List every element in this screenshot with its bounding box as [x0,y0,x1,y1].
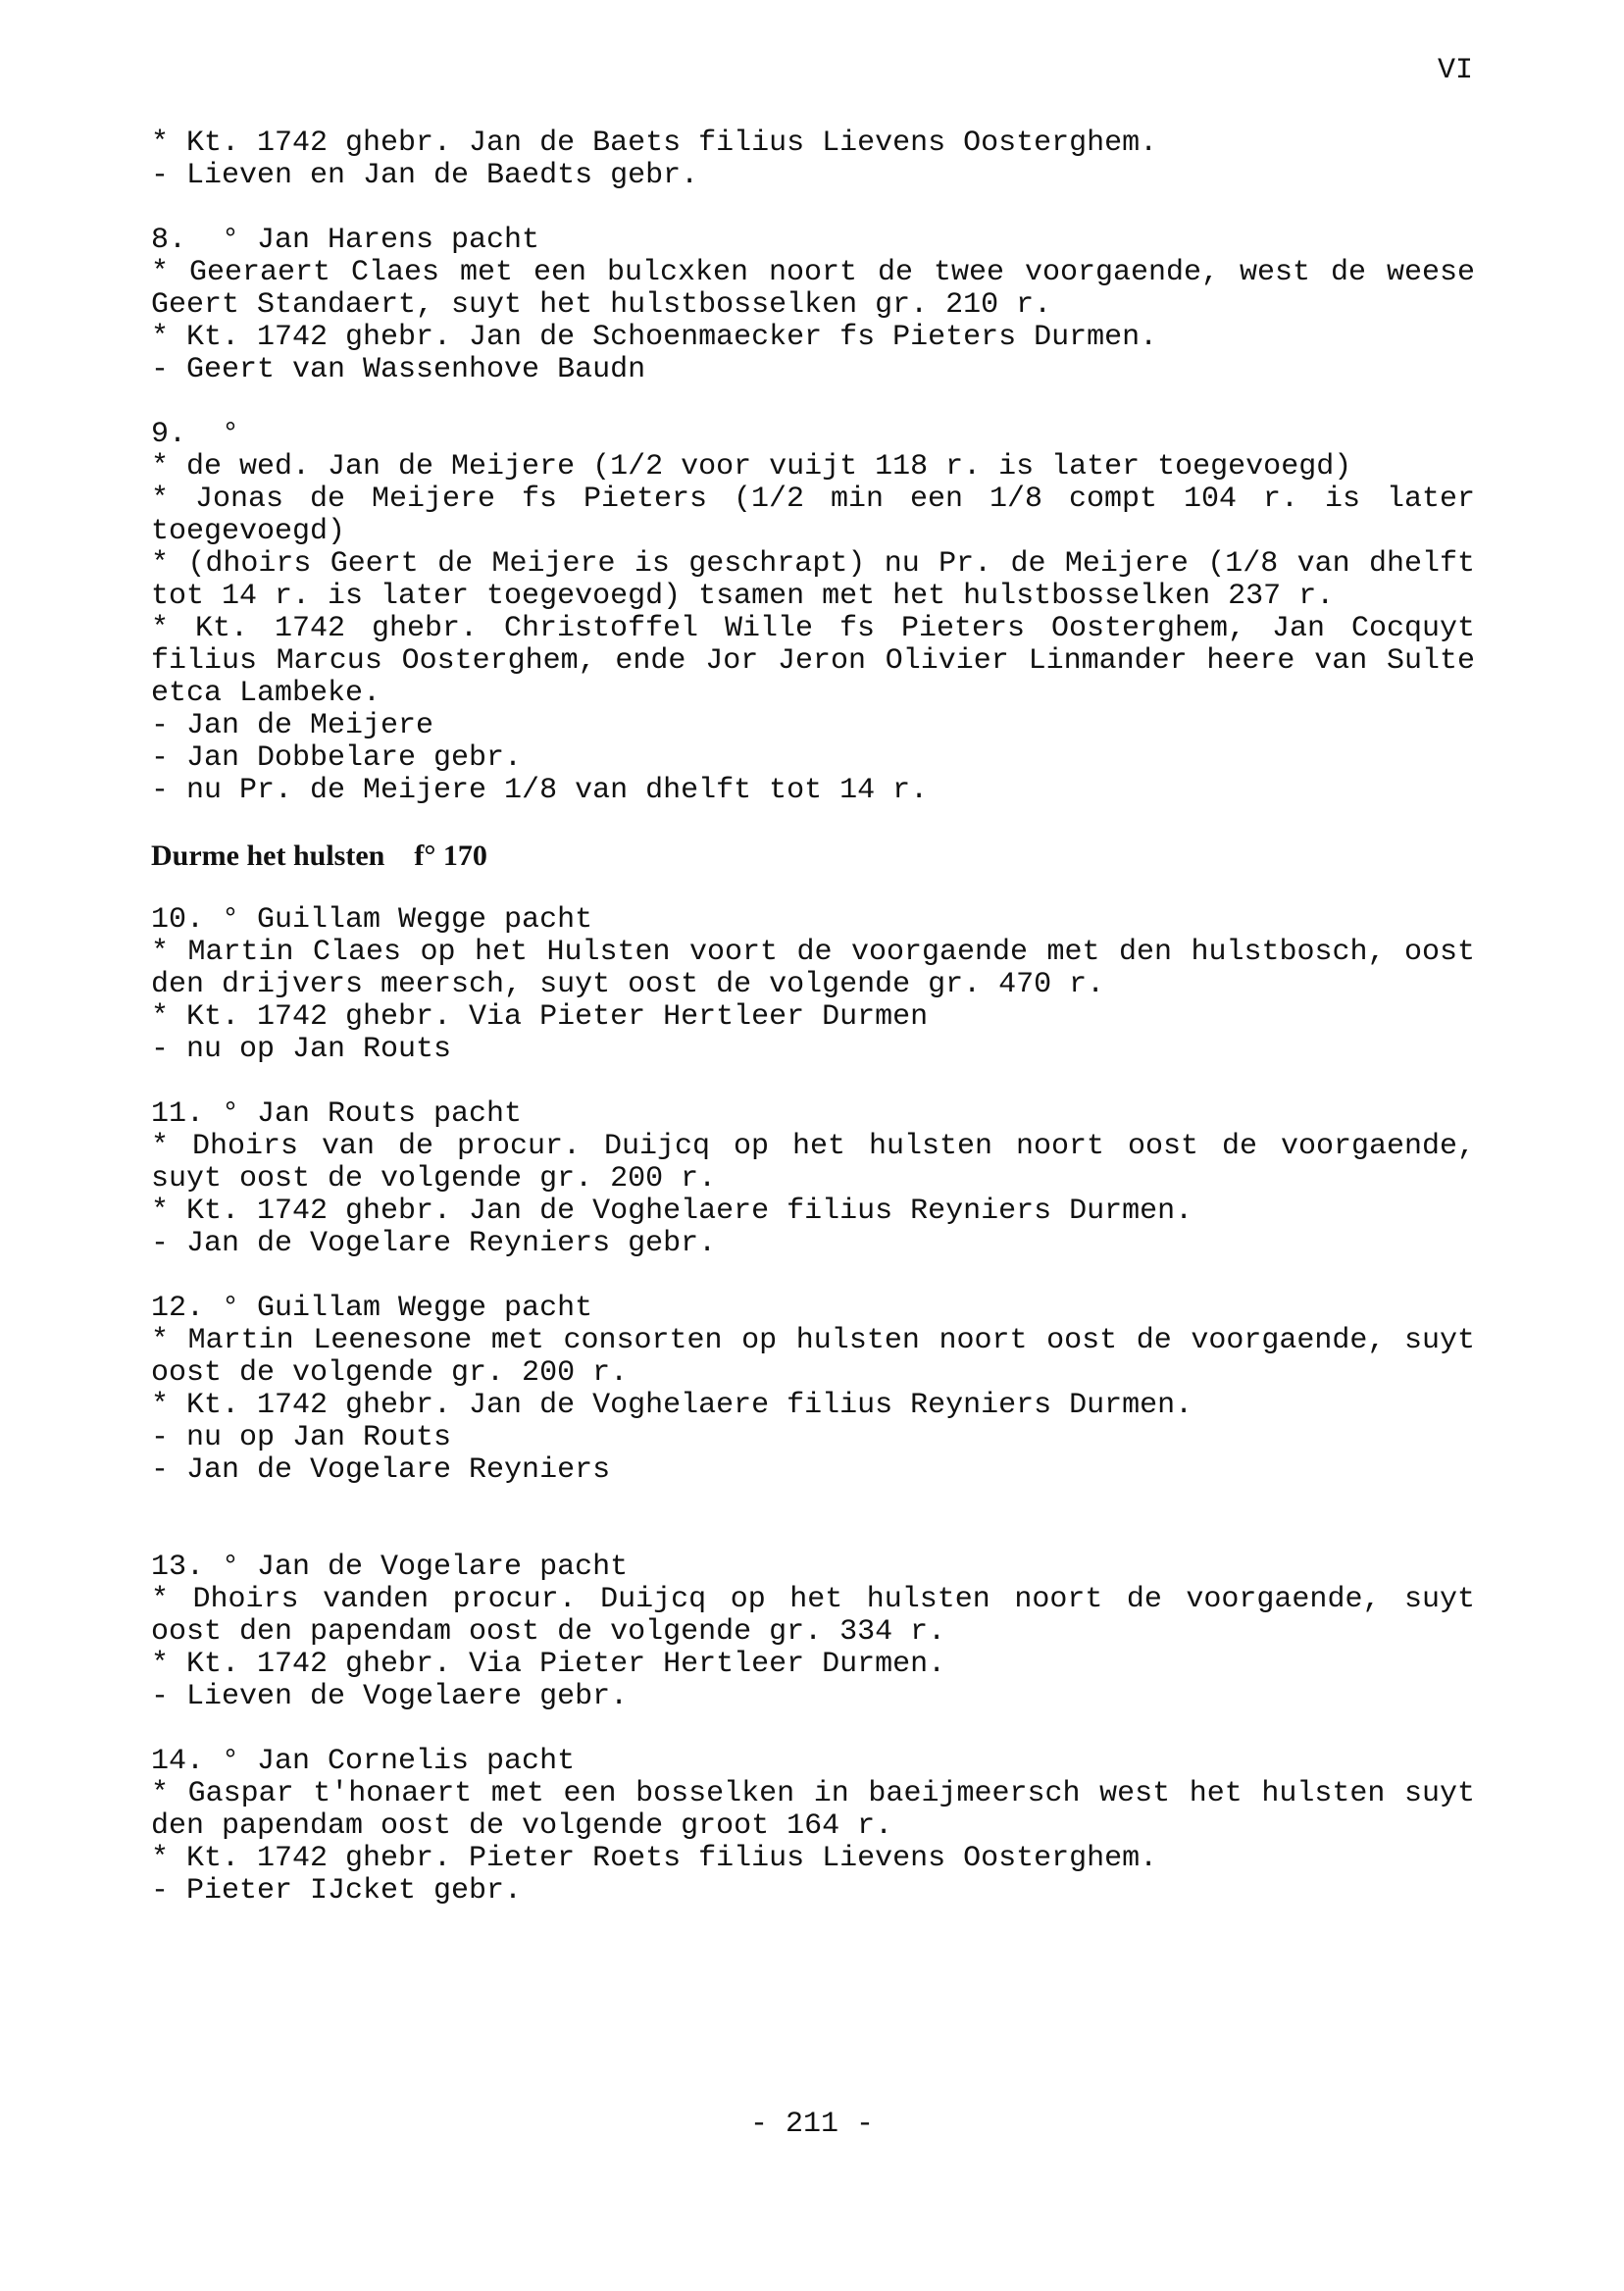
page-number: - 211 - [749,2108,875,2141]
record-line: * Kt. 1742 ghebr. Christoffel Wille fs Pieters Oosterghem, Jan Cocquyt filius Marcus Oosterghem, ende Jor Jeron Olivier Linmander heere van Sulte etca Lambeke. [151,612,1494,710]
record-line: - nu op Jan Routs [151,1421,452,1454]
record-line: * Martin Leenesone met consorten op hulsten noort oost de voorgaende, suyt oost de volgende gr. 200 r. [151,1324,1494,1390]
record-line: - Lieven de Vogelaere gebr. [151,1680,629,1713]
record-line: * Dhoirs van de procur. Duijcq op het hulsten noort oost de voorgaende, suyt oost de volgende gr. 200 r. [151,1130,1494,1196]
record-line: * Kt. 1742 ghebr. Via Pieter Hertleer Durmen [151,1000,929,1034]
record-line: 14. ° Jan Cornelis pacht [151,1745,576,1778]
record-line: 10. ° Guillam Wegge pacht [151,903,593,937]
record-entry [151,903,1494,1066]
record-entry [151,224,1494,386]
record-line: - Lieven en Jan de Baedts gebr. [151,159,699,192]
record-line: * Kt. 1742 ghebr. Jan de Voghelaere filius Reyniers Durmen. [151,1195,1193,1228]
record-line: - Pieter IJcket gebr. [151,1874,523,1908]
record-line: - nu Pr. de Meijere 1/8 van dhelft tot 14 r. [151,774,929,807]
record-line: - Jan de Vogelare Reyniers gebr. [151,1227,717,1260]
section-heading [151,840,1475,872]
record-line: * Kt. 1742 ghebr. Pieter Roets filius Lievens Oosterghem. [151,1842,1158,1875]
record-line: * Kt. 1742 ghebr. Jan de Baets filius Lievens Oosterghem. [151,127,1158,160]
record-entry [151,1292,1494,1487]
record-line: * (dhoirs Geert de Meijere is geschrapt) nu Pr. de Meijere (1/8 van dhelft tot 14 r. is later toegevoegd) tsamen met het hulstbosselken 237 r. [151,547,1494,613]
record-line: - Jan de Meijere [151,709,434,742]
record-line: * Dhoirs vanden procur. Duijcq op het hulsten noort de voorgaende, suyt oost den papendam oost de volgende gr. 334 r. [151,1583,1494,1649]
record-line: 9. ° [151,418,240,451]
record-line: * Geeraert Claes met een bulcxken noort de twee voorgaende, west de weese Geert Standaert, suyt het hulstbosselken gr. 210 r. [151,256,1494,322]
record-entry [151,127,1475,192]
page-roman-numeral: VI [1437,54,1473,87]
record-line: * Jonas de Meijere fs Pieters (1/2 min een 1/8 compt 104 r. is later toegevoegd) [151,483,1494,548]
record-line: - Jan Dobbelare gebr. [151,741,523,775]
record-entry [151,418,1494,807]
document-body [151,127,1494,1940]
record-line: 13. ° Jan de Vogelare pacht [151,1551,629,1584]
record-entry [151,1097,1494,1260]
record-line: * Gaspar t'honaert met een bosselken in baeijmeersch west het hulsten suyt den papendam oost de volgende groot 164 r. [151,1777,1494,1843]
record-line: * Martin Claes op het Hulsten voort de voorgaende met den hulstbosch, oost den drijvers meersch, suyt oost de volgende gr. 470 r. [151,936,1494,1001]
record-line: * Kt. 1742 ghebr. Jan de Voghelaere filius Reyniers Durmen. [151,1389,1193,1422]
record-line: - Geert van Wassenhove Baudn [151,353,646,386]
record-line: 8. ° Jan Harens pacht [151,224,540,257]
record-line: * Kt. 1742 ghebr. Via Pieter Hertleer Durmen. [151,1648,946,1681]
record-line: - Jan de Vogelare Reyniers [151,1453,611,1487]
record-line: * de wed. Jan de Meijere (1/2 voor vuijt 118 r. is later toegevoegd) [151,450,1352,484]
record-entry [151,1745,1494,1908]
record-line: - nu op Jan Routs [151,1033,452,1066]
heading-text: Durme het hulsten f° 170 [151,840,487,872]
record-line: 11. ° Jan Routs pacht [151,1097,523,1131]
record-line: 12. ° Guillam Wegge pacht [151,1292,593,1325]
record-entry [151,1551,1494,1713]
record-line: * Kt. 1742 ghebr. Jan de Schoenmaecker fs Pieters Durmen. [151,321,1158,354]
